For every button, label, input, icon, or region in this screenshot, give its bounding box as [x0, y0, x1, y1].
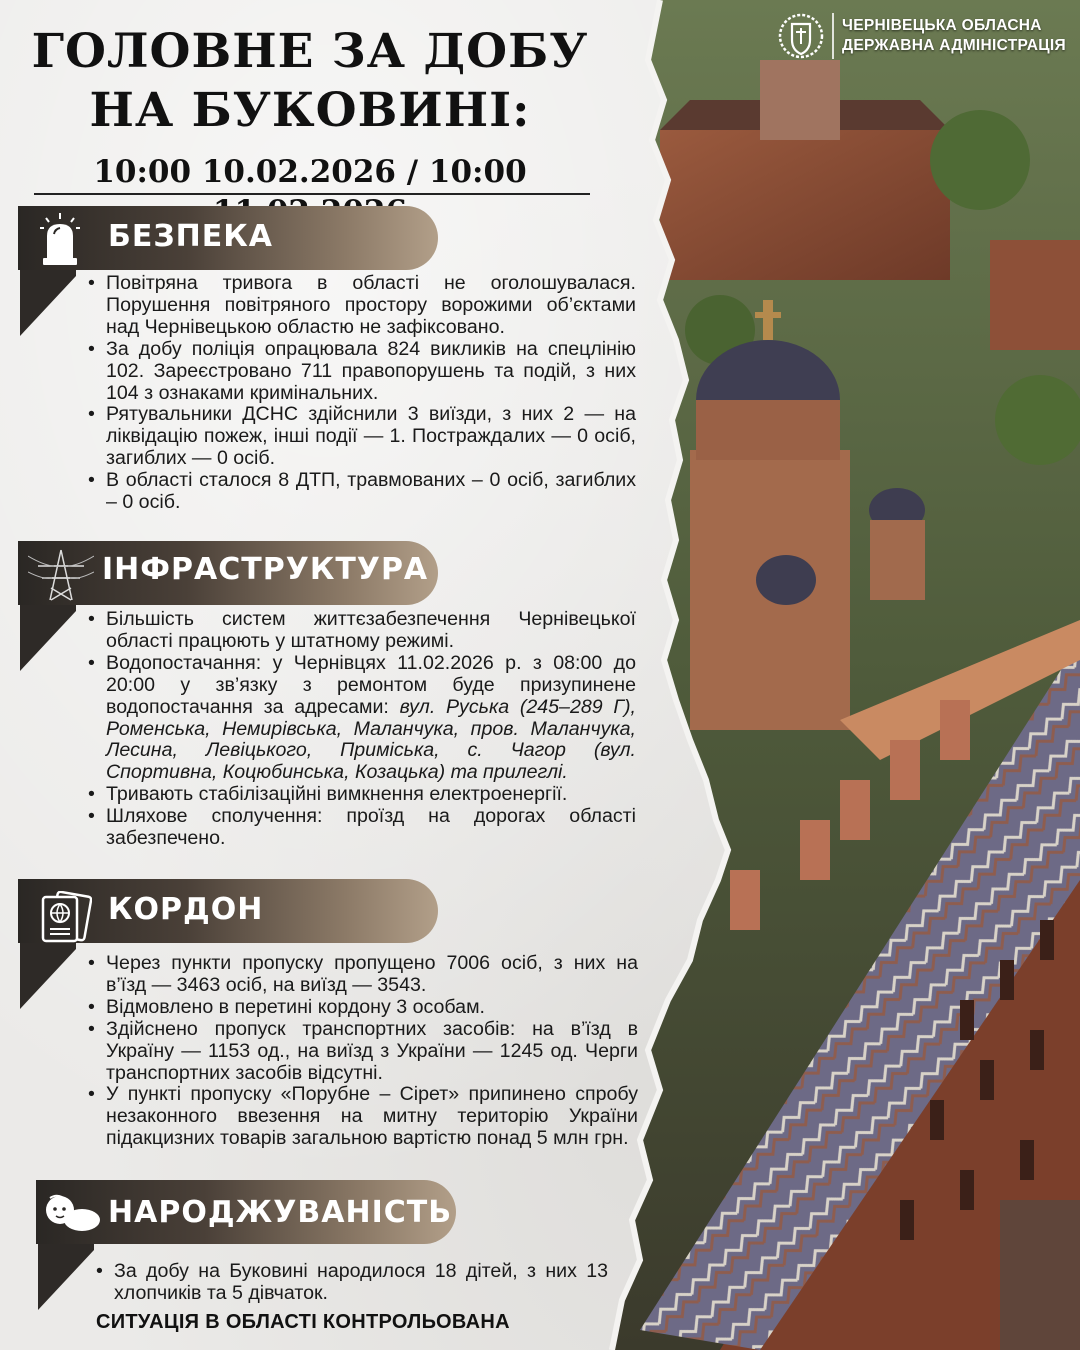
list-item: • Тривають стабілізаційні вимкнення електроенергії.	[90, 784, 636, 806]
list-item	[90, 653, 636, 784]
date-underline	[34, 193, 590, 195]
list-item: • Шляхове сполучення: проїзд на дорогах області забезпечено.	[90, 806, 636, 850]
list-item: • Більшість систем життєзабезпечення Чернівецької області працюють у штатному режимі.	[90, 609, 636, 653]
section-title: КОРДОН	[108, 892, 264, 927]
list-item: • Повітряна тривога в області не оголошувалася. Порушення повітряного простору ворожими об’єктами над Чернівецькою областю не зафіксовано.	[90, 273, 636, 339]
section-title: НАРОДЖУВАНІСТЬ	[108, 1195, 453, 1230]
list-item: • Здійснено пропуск транспортних засобів: на в’їзд в Україну — 1153 од., на виїзд з України — 1245 од. Черги транспортних засобів відсутні.	[90, 1019, 638, 1085]
org-name-line2: ДЕРЖАВНА АДМІНІСТРАЦІЯ	[842, 37, 1066, 54]
security-list	[90, 273, 636, 514]
power-tower-icon	[28, 548, 94, 602]
date-range: 10:00 10.02.2026 / 10:00	[93, 154, 527, 190]
coat-of-arms-icon	[776, 10, 826, 62]
water-supply-addresses: вул. Руська (245–289 Г), Роменська, Немирівська, Маланчука, пров. Маланчука, Лесина, Левіцького, Приміська, с. Чагор (вул. Спортивна, Коцюбинська, Козацька) та прилеглі.	[106, 695, 636, 784]
header-logo	[776, 8, 1076, 64]
list-item: • За добу на Буковині народилося 18 дітей, з них 13 хлопчиків та 5 дівчаток.	[98, 1261, 608, 1305]
water-supply-text: Водопостачання: у Чернівцях 11.02.2026 р. з 08:00 до 20:00 у зв’язку з ремонтом буде призупинене водопостачання за адресами:	[106, 651, 636, 718]
births-list	[98, 1261, 608, 1305]
list-item: • В області сталося 8 ДТП, травмованих – 0 осіб, загиблих – 0 осіб.	[90, 470, 636, 514]
title-line2: НА БУКОВИНІ:	[89, 83, 531, 138]
footer-status: СИТУАЦІЯ В ОБЛАСТІ КОНТРОЛЬОВАНА	[96, 1311, 510, 1333]
border-list	[90, 953, 638, 1150]
infrastructure-list	[90, 609, 636, 850]
org-name	[842, 16, 1066, 56]
list-item: • Відмовлено в перетині кордону 3 особам.	[90, 997, 638, 1019]
baby-icon	[42, 1192, 102, 1236]
list-item: • Через пункти пропуску пропущено 7006 осіб, з них на в’їзд — 3463 осіб, на виїзд — 3543.	[90, 953, 638, 997]
org-name-line1: ЧЕРНІВЕЦЬКА ОБЛАСНА	[842, 17, 1042, 34]
passport-icon	[40, 891, 92, 943]
section-title: ІНФРАСТРУКТУРА	[102, 552, 429, 587]
section-title: БЕЗПЕКА	[108, 219, 274, 254]
list-item: • За добу поліція опрацювала 824 викликів на спецлінію 102. Зареєстровано 711 правопорушень та подій, з них 104 з ознаками кримінальних.	[90, 339, 636, 405]
alarm-siren-icon	[38, 210, 82, 268]
list-item: • Рятувальники ДСНС здійснили 3 виїзди, з них 2 — на ліквідацію пожеж, інші події — 1. Постраждалих — 0 осіб, загиблих — 0 осіб.	[90, 404, 636, 470]
logo-divider	[832, 13, 834, 59]
list-item: • У пункті пропуску «Порубне – Сірет» припинено спробу незаконного ввезення на митну територію України підакцизних товарів загальною вартістю понад 5 млн грн.	[90, 1084, 638, 1150]
title-line1: ГОЛОВНЕ ЗА ДОБУ	[31, 24, 589, 79]
page-title	[30, 22, 590, 140]
